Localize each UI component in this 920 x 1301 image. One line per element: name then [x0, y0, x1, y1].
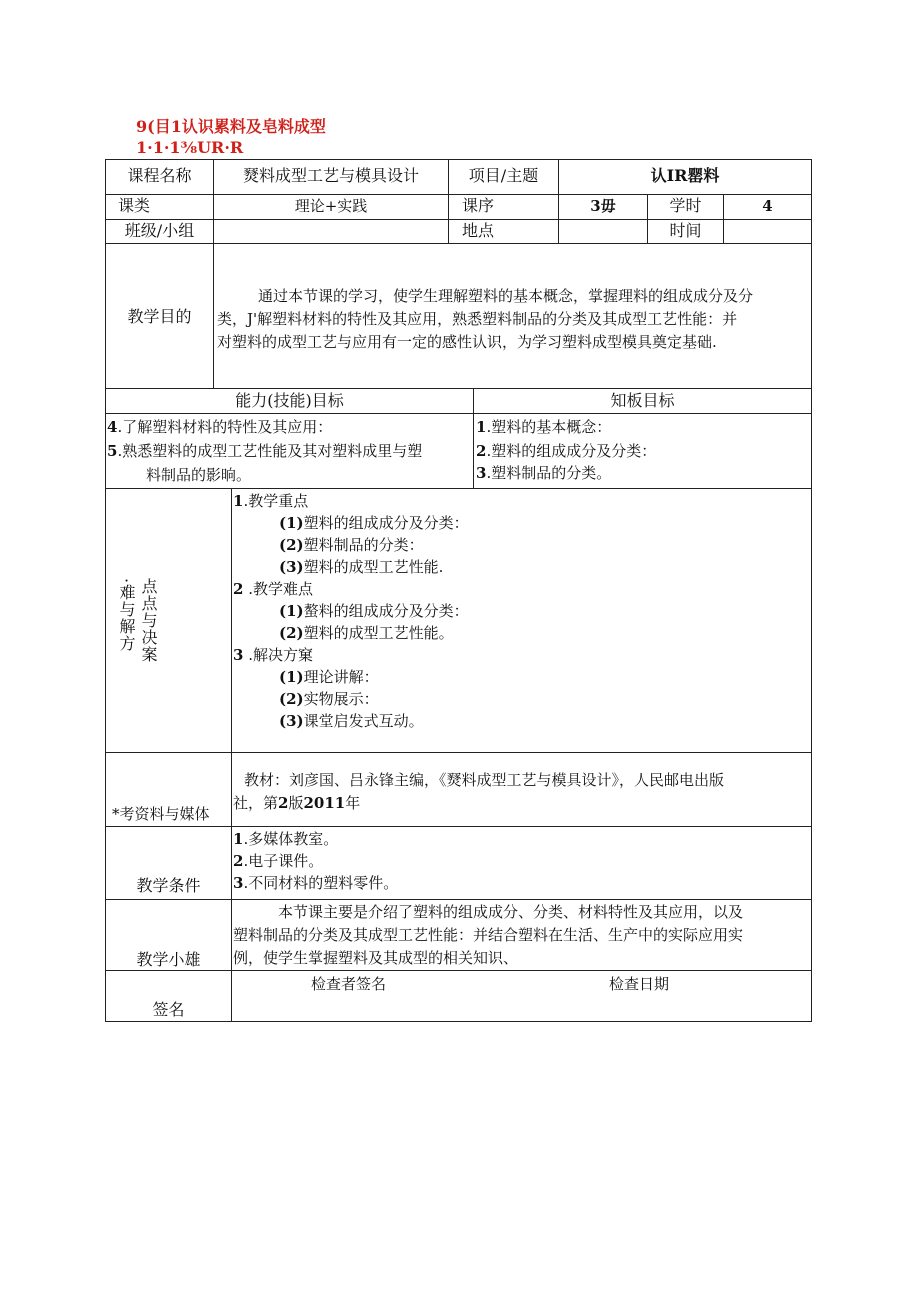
class-group-label: 班级/小组: [124, 221, 195, 240]
key-section-item: (2)实物展示：: [279, 690, 379, 708]
knowledge-goal-header: 知板目标: [610, 391, 675, 410]
objective-line: 类，J'解塑料材料的特性及其应用，熟悉塑料制品的分类及其成型工艺性能：并: [217, 310, 738, 328]
condition-item: 3.不同材料的塑料零件。: [233, 874, 399, 892]
ability-goal-item: 料制品的影晌。: [146, 466, 252, 484]
knowledge-goal-item: 1.塑料的基本概念：: [476, 418, 612, 436]
course-type-value: 理论+实践: [294, 197, 368, 215]
project-value: 认IR罂料: [650, 166, 720, 185]
checker-signature-label: 检查者签名: [311, 975, 387, 993]
teaching-conditions-label: 教学条件: [136, 876, 201, 895]
ability-goal-header: 能力(技能)目标: [235, 391, 344, 410]
location-label: 地点: [462, 221, 495, 240]
key-section-title: 3 .解决方窠: [233, 646, 313, 664]
key-section-item: (3)课堂启发式互动。: [279, 712, 424, 730]
key-section-item: (1)理论讲解：: [279, 668, 379, 686]
objective-line: 对塑料的成型工艺与应用有一定的感性认识，为学习塑料成型模具奠定基础.: [217, 333, 717, 351]
ability-goal-item: 4.了解塑料材料的特性及其应用：: [107, 418, 333, 436]
document-subtitle: 1·1·1⅜UR·R: [136, 138, 244, 157]
hours-label: 学时: [669, 196, 702, 215]
key-section-title: 2 .教学难点: [233, 580, 313, 598]
reference-label: *考资料与媒体: [112, 805, 210, 823]
reference-line: 社，第2版2011年: [233, 794, 361, 812]
hours-value: 4: [762, 197, 773, 215]
ability-goal-item: 5.熟悉塑料的成型工艺性能及其对塑料成里与塑: [107, 442, 423, 460]
key-points-label-col2: 点点与决案: [139, 578, 158, 663]
check-date-label: 检查日期: [609, 975, 670, 993]
summary-line: 例，使学生掌握塑料及其成型的相关知识、: [233, 949, 519, 967]
course-name-label: 课程名称: [127, 166, 192, 185]
key-section-item: (2)塑料的成型工艺性能。: [279, 624, 454, 642]
knowledge-goal-item: 2.塑料的组成成分及分类：: [476, 442, 657, 460]
time-label: 时间: [669, 221, 702, 240]
summary-line: 本节课主要是介绍了塑料的组成成分、分类、材料特性及其应用，以及: [278, 903, 744, 921]
key-section-item: (2)塑料制品的分类：: [279, 536, 424, 554]
teaching-objective-label: 教学目的: [127, 307, 192, 326]
signature-label: 签名: [152, 1000, 185, 1019]
key-section-item: (1)螯料的组成成分及分类：: [279, 602, 469, 620]
key-section-item: (1)塑料的组成成分及分类：: [279, 514, 469, 532]
lesson-seq-value: 3毋: [590, 197, 616, 215]
lesson-seq-label: 课序: [462, 196, 495, 215]
reference-line: 教材：刘彦国、吕永锋主编，《燹料成型工艺与模具设计》，人民邮电出版: [244, 771, 725, 789]
key-points-label-col1: ·难与解方: [117, 578, 136, 653]
course-type-label: 课类: [117, 196, 150, 215]
key-section-item: (3)塑料的成型工艺性能.: [279, 558, 444, 576]
condition-item: 1.多媒体教室。: [233, 830, 339, 848]
condition-item: 2.电子课件。: [233, 852, 324, 870]
summary-line: 塑料制品的分类及其成型工艺性能：并结合塑料在生活、生产中的实际应用实: [233, 926, 744, 944]
key-section-title: 1.教学重点: [233, 492, 309, 510]
course-name-value: 燹料成型工艺与模具设计: [242, 166, 419, 185]
knowledge-goal-item: 3.塑料制品的分类。: [476, 464, 612, 482]
document-title: 9(目1认识累料及皂料成型: [136, 117, 326, 136]
project-label: 项目/主题: [468, 166, 539, 185]
objective-line: 通过本节课的学习，使学生理解塑料的基本概念，掌握理料的组成成分及分: [258, 287, 754, 305]
teaching-summary-label: 教学小雄: [136, 950, 201, 969]
